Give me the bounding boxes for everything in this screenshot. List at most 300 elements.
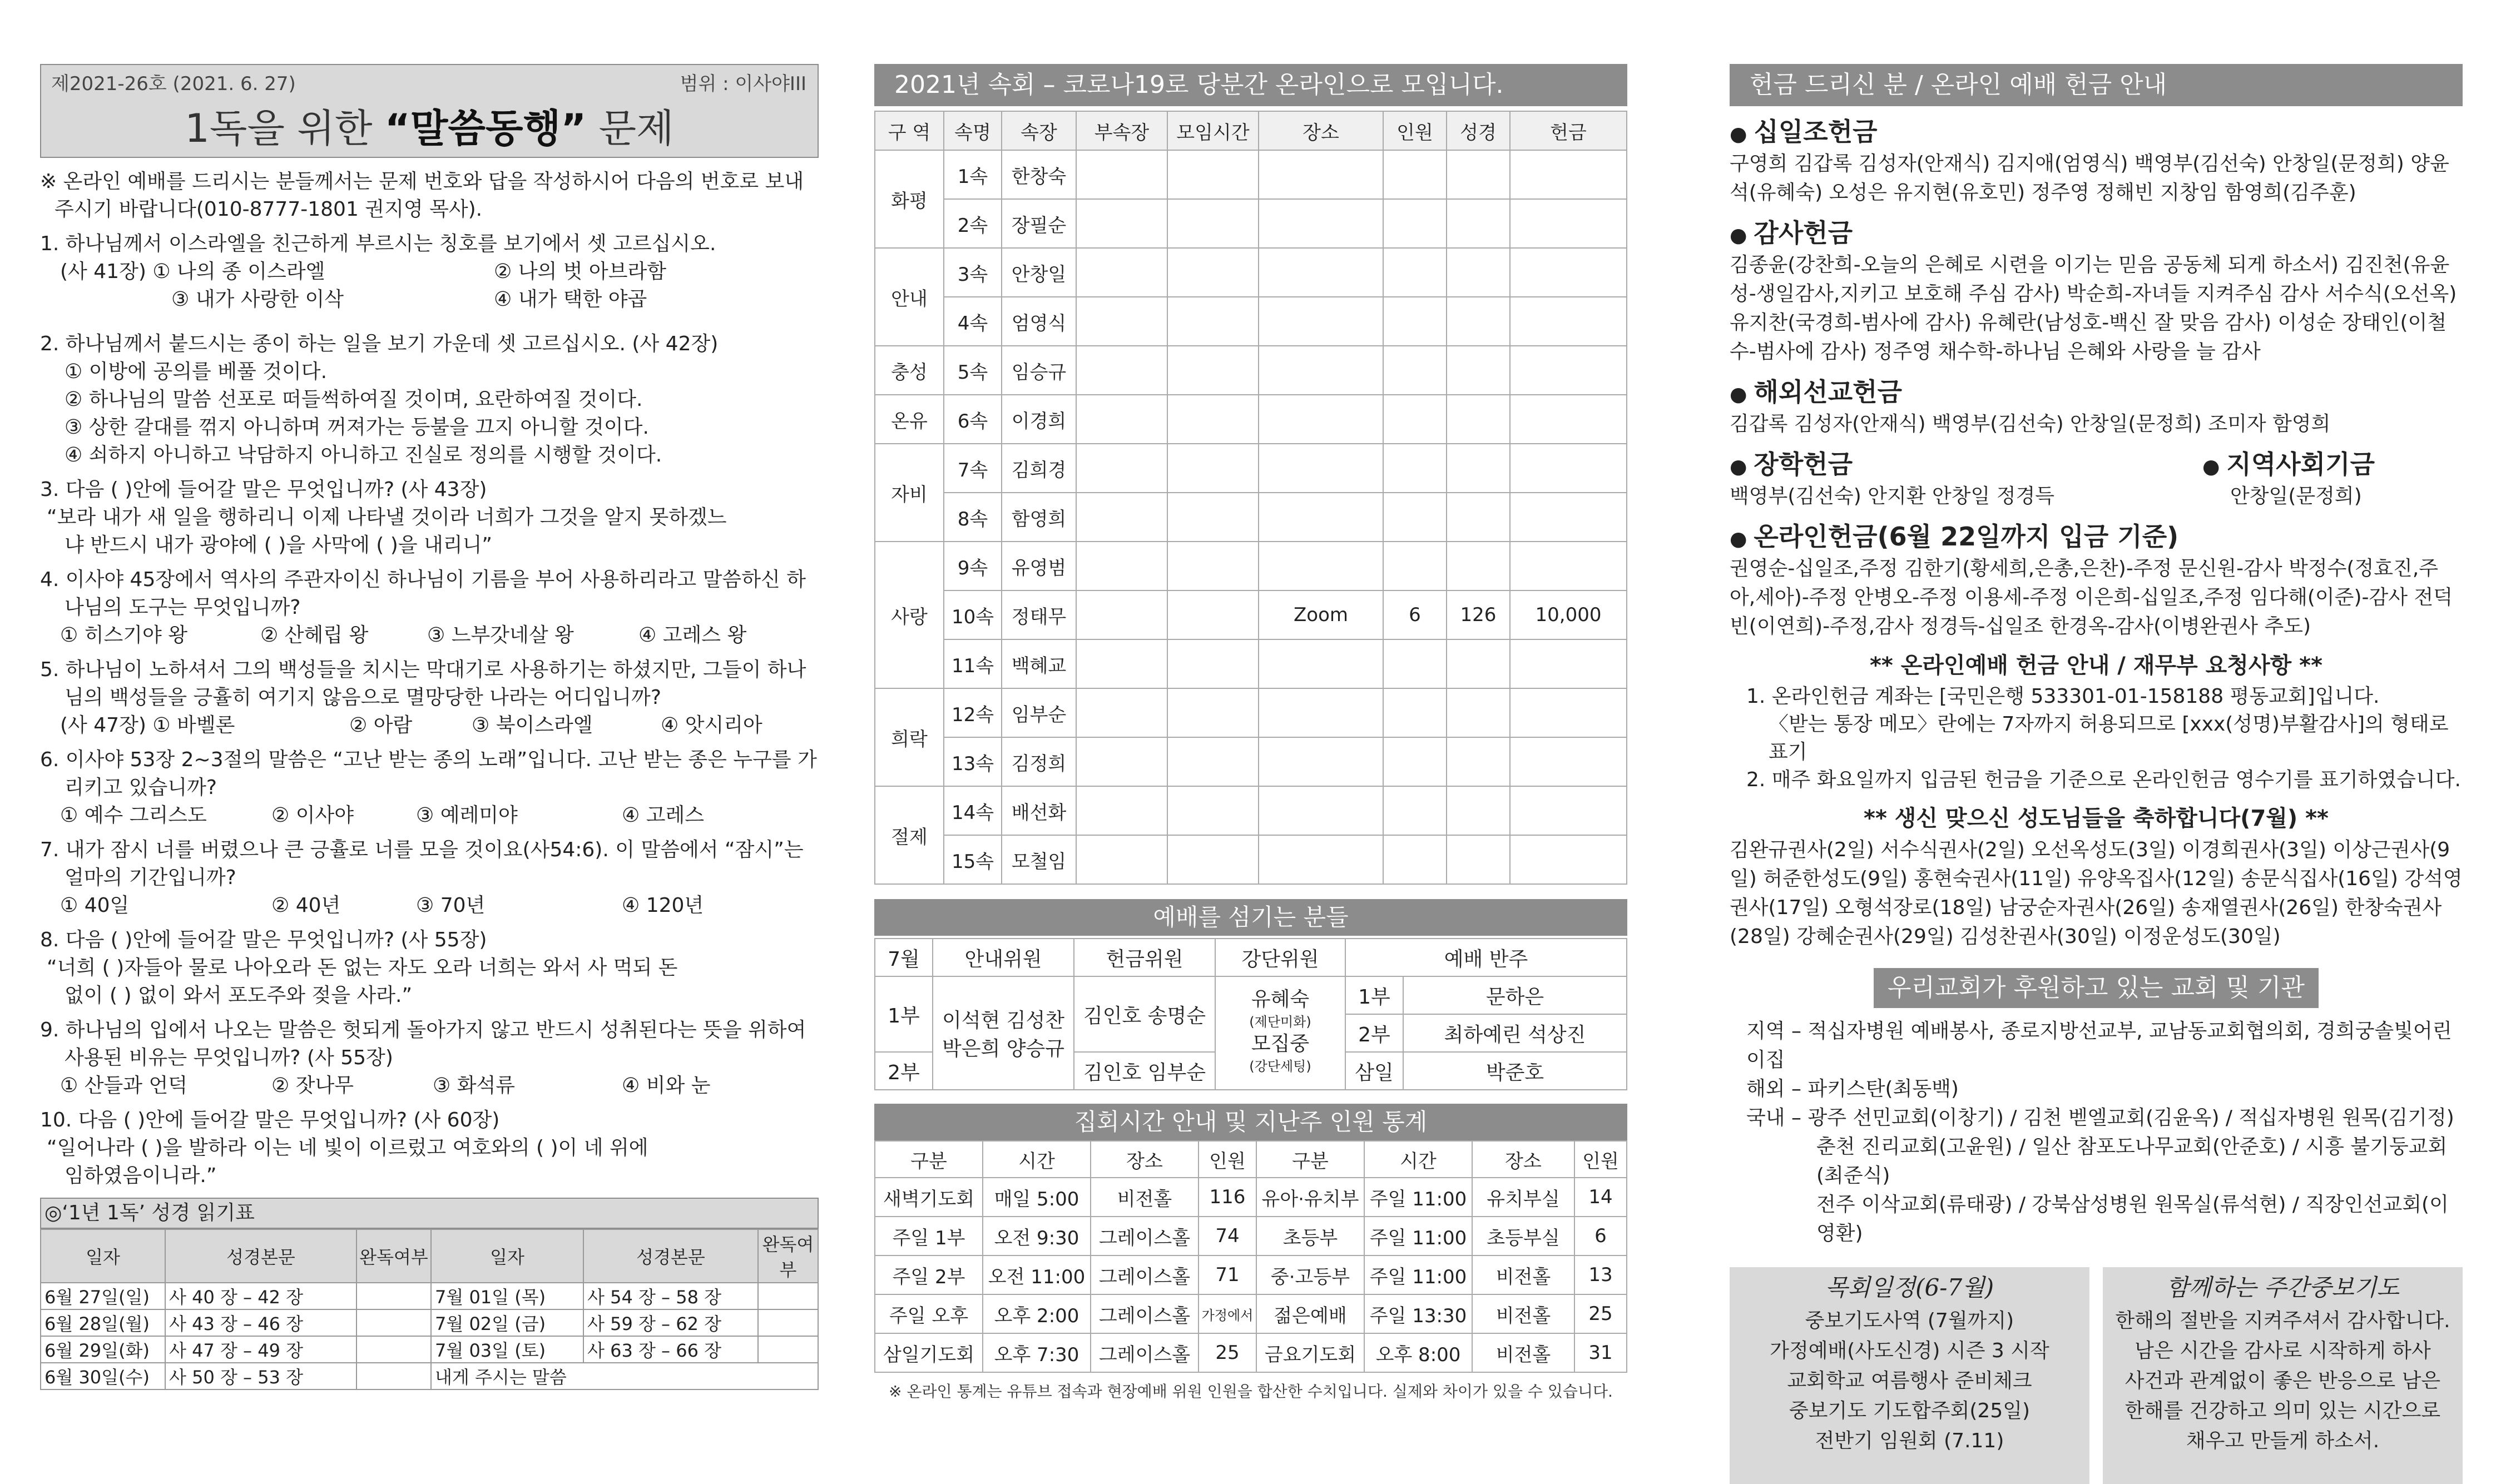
cell-value <box>1259 444 1383 493</box>
meet-cell: 25 <box>1574 1294 1627 1333</box>
mission-names: 김갑록 김성자(안재식) 백영부(김선숙) 안창일(문정희) 조미자 함영희 <box>1730 413 2331 435</box>
cell-value <box>1167 493 1259 542</box>
prayer-title: 함께하는 주간중보기도 <box>2166 1274 2400 1301</box>
prayer-line: 한해를 건강하고 의미 있는 시간으로 <box>2124 1399 2441 1422</box>
question-5: 5. 하나님이 노하셔서 그의 백성들을 치시는 막대기로 사용하기는 하셨지만, 그들이 하나님의 백성들을 긍휼히 여기지 않음으로 멸망당한 나라는 어디입니까? (사 47장) ① 바벨론 ② 아람 ③ 북이스라엘 ④ 앗시리아 <box>40 658 806 737</box>
meet-cell: 새벽기도회 <box>875 1178 983 1217</box>
cell-value <box>1076 297 1167 346</box>
cell-value <box>1076 248 1167 297</box>
cell-leader: 장필순 <box>1002 199 1076 248</box>
meet-cell: 가정에서 <box>1199 1294 1256 1333</box>
serve-header: 강단위원 <box>1215 939 1345 976</box>
cell-value <box>1076 639 1167 688</box>
cell-header: 인원 <box>1383 111 1447 150</box>
cell-value <box>1510 395 1627 444</box>
memo-info: 〈받는 통장 메모〉란에는 7자까지 허용되므로 [xxx(성명)부활감사]의 형태로 표기 <box>1769 713 2449 763</box>
meet-cell: 25 <box>1199 1333 1256 1372</box>
thanks-names: 김종윤(강찬희-오늘의 은혜로 시련을 이기는 믿음 공동체 되게 하소서) 김진천(유윤성-생일감사,지키고 보호해 주심 감사) 박순희-자녀들 지켜주심 감사 서수식(오선옥) 유지찬(국경희-범사에 감사) 유혜란(남성호-백신 잘 맞음 감사) 이성순 장태인(이철수-범사에 감사) 정주영 채수학-하나님 은혜와 사랑을 늘 감사 <box>1730 254 2457 363</box>
cell-bar: 2021년 속회 – 코로나19로 당분간 온라인으로 모입니다. <box>874 64 1627 106</box>
cell-table <box>874 111 1627 885</box>
meet-cell: 금요기도회 <box>1256 1333 1364 1372</box>
question-3: 3. 다음 ( )안에 들어갈 말은 무엇입니까? (사 43장) “보라 내가 새 일을 행하리니 이제 나타낼 것이라 너희가 그것을 알지 못하겠느 냐 반드시 내가 광야에 ( )을 사막에 ( )을 내리니” <box>40 478 727 557</box>
cell-leader: 이경희 <box>1002 395 1076 444</box>
serve-bar: 예배를 섬기는 분들 <box>874 899 1627 936</box>
read-check[interactable] <box>758 1283 818 1309</box>
scholar-local-row <box>1730 439 2463 511</box>
cell-row <box>875 150 1627 199</box>
scholar-names: 백영부(김선숙) 안지환 안창일 정경득 <box>1730 485 2055 508</box>
district-name: 안내 <box>875 248 944 346</box>
cell-value <box>1076 493 1167 542</box>
meet-header: 인원 <box>1574 1141 1627 1178</box>
serve-header: 안내위원 <box>933 939 1074 976</box>
meet-cell: 오전 11:00 <box>983 1255 1091 1294</box>
cell-value <box>1259 248 1383 297</box>
cell-value <box>1259 688 1383 737</box>
cell-value <box>1076 835 1167 884</box>
cell-value <box>1167 150 1259 199</box>
meet-cell: 주일 11:00 <box>1364 1178 1472 1217</box>
cell-row <box>875 835 1627 884</box>
cell-value <box>1510 444 1627 493</box>
cell-leader: 김정희 <box>1002 737 1076 786</box>
meet-header: 시간 <box>1364 1141 1472 1178</box>
meet-row <box>875 1255 1627 1294</box>
cell-value <box>1383 444 1447 493</box>
meet-cell: 젊은예배 <box>1256 1294 1364 1333</box>
quiz-title: 1독을 위한 “말씀동행” 문제 <box>185 106 674 151</box>
cell-value <box>1383 542 1447 590</box>
support-overseas: 해외 – 파키스탄(최동백) <box>1746 1078 1959 1100</box>
meet-cell: 비전홀 <box>1472 1255 1574 1294</box>
cell-value <box>1510 297 1627 346</box>
mission-heading: ● 해외선교헌금 <box>1730 377 1903 407</box>
prayer-line: 남은 시간을 감사로 시작하게 하사 <box>2135 1339 2431 1362</box>
district-name: 자비 <box>875 444 944 542</box>
support-domestic: 국내 – 광주 선민교회(이창기) / 김천 벧엘교회(김윤옥) / 적십자병원 원목(김기정) <box>1746 1106 2454 1129</box>
cell-value <box>1383 639 1447 688</box>
cell-value <box>1447 199 1510 248</box>
cell-number: 8속 <box>944 493 1002 542</box>
cell-number: 7속 <box>944 444 1002 493</box>
cell-value <box>1259 297 1383 346</box>
cell-row <box>875 688 1627 737</box>
meet-table <box>874 1140 1627 1373</box>
meet-cell: 비전홀 <box>1472 1294 1574 1333</box>
cell-value <box>1447 150 1510 199</box>
cell-leader: 정태무 <box>1002 590 1076 639</box>
stats-note: ※ 온라인 통계는 유튜브 접속과 현장예배 위원 인원을 합산한 수치입니다. 실제와 차이가 있을 수 있습니다. <box>889 1382 1613 1401</box>
reading-header: 일자 <box>41 1229 165 1283</box>
meet-cell: 주일 11:00 <box>1364 1217 1472 1255</box>
cell-value <box>1383 248 1447 297</box>
cell-value <box>1259 786 1383 835</box>
district-name: 충성 <box>875 346 944 395</box>
reading-header: 완독여부 <box>758 1229 818 1283</box>
cell-row <box>875 297 1627 346</box>
cell-value <box>1510 493 1627 542</box>
cell-value <box>1510 542 1627 590</box>
cell-value <box>1447 346 1510 395</box>
question-9: 9. 하나님의 입에서 나오는 말씀은 헛되게 돌아가지 않고 반드시 성취된다는 뜻을 위하여 사용된 비유는 무엇입니까? (사 55장) ① 산들과 언덕 ② 잣나무 ③ 화석류 ④ 비와 눈 <box>40 1019 806 1097</box>
reading-row: 6월 28일(월) 사 43 장 – 46 장 7월 02일 (금) 사 59 장 – 62 장 <box>41 1309 818 1336</box>
bullet-icon: ● <box>2202 455 2220 478</box>
prayer-line: 한해의 절반을 지켜주셔서 감사합니다. <box>2115 1309 2450 1332</box>
meet-cell: 오전 9:30 <box>983 1217 1091 1255</box>
cell-number: 13속 <box>944 737 1002 786</box>
quiz-range: 범위 : 이사야III <box>680 73 806 95</box>
meet-cell: 74 <box>1199 1217 1256 1255</box>
cell-value <box>1510 639 1627 688</box>
cell-value <box>1447 688 1510 737</box>
question-6: 6. 이사야 53장 2~3절의 말씀은 “고난 받는 종의 노래”입니다. 고난 받는 종은 누구를 가리키고 있습니까? ① 예수 그리스도 ② 이사야 ③ 예레미야 ④ 고레스 <box>40 748 817 827</box>
cell-value <box>1447 786 1510 835</box>
question-10: 10. 다음 ( )안에 들어갈 말은 무엇입니까? (사 60장) “일어나라 ( )을 발하라 이는 네 빛이 이르렀고 여호와의 ( )이 네 위에 임하였음이니라.” <box>40 1109 648 1187</box>
meet-cell: 초등부 <box>1256 1217 1364 1255</box>
cell-value <box>1076 786 1167 835</box>
cell-value <box>1167 395 1259 444</box>
cell-value <box>1259 150 1383 199</box>
schedule-item: 가정예배(사도신경) 시즌 3 시작 <box>1770 1339 2049 1362</box>
cell-value <box>1383 346 1447 395</box>
schedule-item: 중보기도 기도합주회(25일) <box>1789 1399 2031 1422</box>
cell-value <box>1167 297 1259 346</box>
offering-bar: 헌금 드리신 분 / 온라인 예배 헌금 안내 <box>1730 64 2463 106</box>
cell-value <box>1259 737 1383 786</box>
cell-leader: 함영희 <box>1002 493 1076 542</box>
meet-header: 장소 <box>1472 1141 1574 1178</box>
meet-cell: 주일 11:00 <box>1364 1255 1472 1294</box>
support-local: 지역 – 적십자병원 예배봉사, 종로지방선교부, 교남동교회협의회, 경희궁솔빛어린이집 <box>1746 1020 2452 1071</box>
cell-number: 15속 <box>944 835 1002 884</box>
cell-value <box>1076 542 1167 590</box>
cell-value <box>1167 542 1259 590</box>
cell-value <box>1259 835 1383 884</box>
meet-cell: 13 <box>1574 1255 1627 1294</box>
cell-row <box>875 737 1627 786</box>
cell-value <box>1167 786 1259 835</box>
cell-value <box>1510 346 1627 395</box>
question-8: 8. 다음 ( )안에 들어갈 말은 무엇입니까? (사 55장) “너희 ( )자들아 물로 나아오라 돈 없는 자도 오라 너희는 와서 사 먹되 돈 없이 ( ) 없이 와서 포도주와 젖을 사라.” <box>40 929 678 1007</box>
cell-number: 12속 <box>944 688 1002 737</box>
schedule-item: 교회학교 여름행사 준비체크 <box>1787 1369 2032 1392</box>
cell-value <box>1447 297 1510 346</box>
cell-header: 부속장 <box>1076 111 1167 150</box>
cell-number: 9속 <box>944 542 1002 590</box>
cell-value <box>1259 199 1383 248</box>
meet-cell: 그레이스홀 <box>1091 1294 1199 1333</box>
cell-header: 구 역 <box>875 111 944 150</box>
cell-value <box>1510 150 1627 199</box>
schedule-item: 전반기 임원회 (7.11) <box>1815 1430 2004 1452</box>
local-names: 안창일(문정희) <box>2230 485 2362 508</box>
cell-leader: 안창일 <box>1002 248 1076 297</box>
meet-cell: 주일 오후 <box>875 1294 983 1333</box>
cell-header: 속명 <box>944 111 1002 150</box>
reading-row: 6월 29일(화) 사 47 장 – 49 장 7월 03일 (토) 사 63 장 – 66 장 <box>41 1336 818 1363</box>
schedule-item: 중보기도사역 (7월까지) <box>1805 1309 2014 1332</box>
cell-header: 장소 <box>1259 111 1383 150</box>
cell-value <box>1076 395 1167 444</box>
cell-value <box>1167 639 1259 688</box>
cell-value <box>1510 737 1627 786</box>
cell-header: 속장 <box>1002 111 1076 150</box>
cell-value <box>1259 346 1383 395</box>
bullet-icon: ● <box>1730 123 1747 146</box>
cell-number: 11속 <box>944 639 1002 688</box>
cell-value: 10,000 <box>1510 590 1627 639</box>
meet-cell: 오후 2:00 <box>983 1294 1091 1333</box>
prayer-box <box>2103 1267 2463 1484</box>
cell-row <box>875 639 1627 688</box>
cell-row <box>875 493 1627 542</box>
cell-value <box>1510 786 1627 835</box>
cell-value <box>1383 737 1447 786</box>
tithe-heading: ● 십일조헌금 <box>1730 117 1878 147</box>
read-check[interactable] <box>356 1283 431 1309</box>
serve-header: 헌금위원 <box>1074 939 1215 976</box>
cell-leader: 모철임 <box>1002 835 1076 884</box>
cell-leader: 엄영식 <box>1002 297 1076 346</box>
meet-row <box>875 1294 1627 1333</box>
meet-cell: 116 <box>1199 1178 1256 1217</box>
quiz-title-box <box>40 64 819 158</box>
cell-value <box>1447 444 1510 493</box>
cell-value <box>1167 590 1259 639</box>
prayer-line: 사건과 관계없이 좋은 반응으로 남은 <box>2124 1369 2441 1392</box>
cell-value <box>1447 639 1510 688</box>
cell-value <box>1447 395 1510 444</box>
meet-bar: 집회시간 안내 및 지난주 인원 통계 <box>874 1104 1627 1140</box>
birthday-names: 김완규권사(2일) 서수식권사(2일) 오선옥성도(3일) 이경희권사(3일) 이상근권사(9일) 허준한성도(9일) 홍현숙권사(11일) 유양옥집사(12일) 송문식집사(16일) 강석영권사(17일) 오형석장로(18일) 남궁순자권사(26일) 송재열권사(26일) 한창숙권사(28일) 강혜순권사(29일) 김성찬권사(30일) 이정운성도(30일) <box>1730 838 2463 948</box>
cell-value <box>1259 542 1383 590</box>
serve-header: 예배 반주 <box>1345 939 1627 976</box>
meet-row <box>875 1178 1627 1217</box>
question-4: 4. 이사야 45장에서 역사의 주관자이신 하나님이 기름을 부어 사용하리라고 말씀하신 하나님의 도구는 무엇입니까? ① 히스기야 왕 ② 산헤립 왕 ③ 느부갓네살 왕 ④ 고레스 왕 <box>40 568 806 647</box>
cell-row <box>875 395 1627 444</box>
meet-header: 구분 <box>875 1141 983 1178</box>
question-7: 7. 내가 잠시 너를 버렸으나 큰 긍휼로 너를 모을 것이요(사54:6). 이 말씀에서 “잠시”는 얼마의 기간입니까? ① 40일 ② 40년 ③ 70년 ④ 120년 <box>40 838 804 917</box>
district-name: 희락 <box>875 688 944 786</box>
meet-cell: 유아·유치부 <box>1256 1178 1364 1217</box>
cell-value <box>1383 395 1447 444</box>
cell-value <box>1510 835 1627 884</box>
reading-table <box>40 1229 819 1390</box>
meet-cell: 31 <box>1574 1333 1627 1372</box>
cell-column <box>874 64 1627 1402</box>
district-name: 사랑 <box>875 542 944 688</box>
cell-leader: 유영범 <box>1002 542 1076 590</box>
cell-row <box>875 590 1627 639</box>
cell-value <box>1510 199 1627 248</box>
reading-row: 6월 27일(일) 사 40 장 – 42 장 7월 01일 (목) 사 54 장 – 58 장 <box>41 1283 818 1309</box>
cell-value <box>1167 444 1259 493</box>
cell-leader: 배선화 <box>1002 786 1076 835</box>
meet-cell: 71 <box>1199 1255 1256 1294</box>
cell-number: 1속 <box>944 150 1002 199</box>
cell-value <box>1076 444 1167 493</box>
cell-value <box>1383 199 1447 248</box>
cell-value <box>1076 150 1167 199</box>
cell-row <box>875 542 1627 590</box>
cell-row <box>875 444 1627 493</box>
support-domestic: 전주 이삭교회(류태광) / 강북삼성병원 원목실(류석현) / 직장인선교회(이영환) <box>1816 1193 2449 1245</box>
meet-header: 장소 <box>1091 1141 1199 1178</box>
bottom-boxes <box>1730 1267 2463 1484</box>
bullet-icon: ● <box>1730 224 1747 247</box>
quiz-column <box>40 64 819 1390</box>
district-name: 온유 <box>875 395 944 444</box>
support-bar: 우리교회가 후원하고 있는 교회 및 기관 <box>1874 968 2319 1008</box>
meet-cell: 유치부실 <box>1472 1178 1574 1217</box>
reading-row: 6월 30일(수) 사 50 장 – 53 장 내게 주시는 말씀 <box>41 1363 818 1389</box>
meet-cell: 중·고등부 <box>1256 1255 1364 1294</box>
cell-number: 14속 <box>944 786 1002 835</box>
cell-number: 3속 <box>944 248 1002 297</box>
reading-header: 완독여부 <box>356 1229 431 1283</box>
meet-cell: 오후 7:30 <box>983 1333 1091 1372</box>
meet-cell: 비전홀 <box>1472 1333 1574 1372</box>
cell-value <box>1510 248 1627 297</box>
cell-value <box>1447 542 1510 590</box>
cell-leader: 한창숙 <box>1002 150 1076 199</box>
cell-value <box>1076 688 1167 737</box>
cell-value: 6 <box>1383 590 1447 639</box>
cell-row <box>875 786 1627 835</box>
cell-leader: 김희경 <box>1002 444 1076 493</box>
cell-value <box>1167 346 1259 395</box>
cell-leader: 임부순 <box>1002 688 1076 737</box>
cell-number: 10속 <box>944 590 1002 639</box>
cell-row <box>875 248 1627 297</box>
meet-cell: 주일 1부 <box>875 1217 983 1255</box>
meet-header: 구분 <box>1256 1141 1364 1178</box>
cell-value <box>1076 199 1167 248</box>
cell-number: 5속 <box>944 346 1002 395</box>
bullet-icon: ● <box>1730 383 1747 406</box>
meet-header: 시간 <box>983 1141 1091 1178</box>
schedule-title: 목회일정(6-7월) <box>1825 1274 1994 1301</box>
cell-leader: 임승규 <box>1002 346 1076 395</box>
cell-value <box>1076 590 1167 639</box>
cell-value <box>1383 786 1447 835</box>
cell-value <box>1076 346 1167 395</box>
cell-value <box>1447 493 1510 542</box>
cell-number: 2속 <box>944 199 1002 248</box>
meet-cell: 6 <box>1574 1217 1627 1255</box>
cell-value <box>1259 493 1383 542</box>
cell-number: 6속 <box>944 395 1002 444</box>
read-check[interactable] <box>356 1309 431 1336</box>
prayer-line: 채우고 만들게 하소서. <box>2186 1430 2380 1452</box>
support-domestic: 춘천 진리교회(고윤원) / 일산 참포도나무교회(안준호) / 시흥 불기둥교회(최준식) <box>1816 1135 2448 1187</box>
cell-value <box>1167 737 1259 786</box>
read-check[interactable] <box>758 1336 818 1363</box>
guide-heading: ** 온라인예배 헌금 안내 / 재무부 요청사항 ** <box>1869 653 2322 678</box>
read-check[interactable] <box>356 1363 431 1389</box>
cell-value <box>1447 737 1510 786</box>
bullet-icon: ● <box>1730 528 1747 550</box>
meet-cell: 삼일기도회 <box>875 1333 983 1372</box>
cell-header: 헌금 <box>1510 111 1627 150</box>
district-name: 화평 <box>875 150 944 248</box>
serve-table: 7월 안내위원 헌금위원 강단위원 예배 반주 1부 이석현 김성찬 박은희 양승규 김인호 송명순 유혜숙 (제단미화) 모집중 (강단세팅) 1부 문하은 2부 최하예린 석상진 2부 김인호 임부순 삼일 박준호 <box>874 938 1627 1090</box>
cell-value <box>1259 639 1383 688</box>
cell-row <box>875 199 1627 248</box>
cell-value <box>1167 248 1259 297</box>
meet-cell: 14 <box>1574 1178 1627 1217</box>
cell-value <box>1167 199 1259 248</box>
receipt-info: 2. 매주 화요일까지 입금된 헌금을 기준으로 온라인헌금 영수기를 표기하였습니다. <box>1746 768 2461 791</box>
serve-month: 7월 <box>875 939 933 976</box>
issue-number: 제2021-26호 (2021. 6. 27) <box>51 73 296 95</box>
cell-number: 4속 <box>944 297 1002 346</box>
meet-row <box>875 1217 1627 1255</box>
cell-value <box>1383 493 1447 542</box>
read-check[interactable] <box>758 1309 818 1336</box>
meet-cell: 주일 2부 <box>875 1255 983 1294</box>
cell-value: Zoom <box>1259 590 1383 639</box>
local-heading: ● 지역사회기금 <box>2202 449 2375 479</box>
meet-header: 인원 <box>1199 1141 1256 1178</box>
meet-cell: 주일 13:30 <box>1364 1294 1472 1333</box>
cell-value <box>1383 297 1447 346</box>
cell-value <box>1383 688 1447 737</box>
meet-cell: 오후 8:00 <box>1364 1333 1472 1372</box>
meet-cell: 매일 5:00 <box>983 1178 1091 1217</box>
bullet-icon: ● <box>1730 455 1747 478</box>
cell-value <box>1510 688 1627 737</box>
cell-leader: 백혜교 <box>1002 639 1076 688</box>
meet-cell: 그레이스홀 <box>1091 1333 1199 1372</box>
meet-cell: 비전홀 <box>1091 1178 1199 1217</box>
cell-header: 성경 <box>1447 111 1510 150</box>
birthday-heading: ** 생신 맞으신 성도님들을 축하합니다(7월) ** <box>1864 806 2329 831</box>
offering-column <box>1730 64 2463 1484</box>
question-1: 1. 하나님께서 이스라엘을 친근하게 부르시는 칭호를 보기에서 셋 고르십시오. (사 41장) ① 나의 종 이스라엘 ② 나의 벗 아브라함 ③ 내가 사랑한 이삭 ④ 내가 택한 야곱 <box>40 232 716 311</box>
question-2: 2. 하나님께서 붙드시는 종이 하는 일을 보기 가운데 셋 고르십시오. (사 42장) ① 이방에 공의를 베풀 것이다. ② 하나님의 말씀 선포로 떠들썩하여질 것이며, 요란하여질 것이다. ③ 상한 갈대를 꺾지 아니하며 꺼져가는 등불을 끄지 아니할 것이다. ④ 쇠하지 아니하고 낙담하지 아니하고 진실로 정의를 시행할 것이다. <box>40 332 719 466</box>
reading-header: 일자 <box>431 1229 583 1283</box>
cell-value <box>1383 150 1447 199</box>
cell-value <box>1259 395 1383 444</box>
reading-label: ◎‘1년 1독’ 성경 읽기표 <box>40 1198 819 1229</box>
cell-value <box>1076 737 1167 786</box>
cell-value <box>1167 688 1259 737</box>
meet-cell: 그레이스홀 <box>1091 1255 1199 1294</box>
online-names: 권영순-십일조,주정 김한기(황세희,은총,은찬)-주정 문신원-감사 박정수(정효진,주아,세아)-주정 안병오-주정 이용세-주정 이은희-십일조,주정 임다해(이준)-감사 전덕빈(이연희)-주정,감사 정경득-십일조 한경옥-감사(이병완권사 추도) <box>1730 557 2453 638</box>
cell-value <box>1383 835 1447 884</box>
cell-row <box>875 346 1627 395</box>
district-name: 절제 <box>875 786 944 884</box>
reading-header: 성경본문 <box>165 1229 356 1283</box>
online-heading: ● 온라인헌금(6월 22일까지 입금 기준) <box>1730 522 2179 552</box>
cell-value <box>1447 835 1510 884</box>
cell-header: 모임시간 <box>1167 111 1259 150</box>
reading-header: 성경본문 <box>583 1229 758 1283</box>
cell-value <box>1447 248 1510 297</box>
read-check[interactable] <box>356 1336 431 1363</box>
account-info: 1. 온라인헌금 계좌는 [국민은행 533301-01-158188 평동교회]입니다. <box>1746 685 2380 708</box>
meet-cell: 그레이스홀 <box>1091 1217 1199 1255</box>
schedule-box <box>1730 1267 2089 1484</box>
thanks-heading: ● 감사헌금 <box>1730 218 1853 248</box>
cell-value <box>1167 835 1259 884</box>
meet-cell: 초등부실 <box>1472 1217 1574 1255</box>
meet-row <box>875 1333 1627 1372</box>
tithe-names: 구영희 김갑록 김성자(안재식) 김지애(엄영식) 백영부(김선숙) 안창일(문정희) 양윤석(유혜숙) 오성은 유지현(유호민) 정주영 정해빈 지창임 함영희(김주훈) <box>1730 152 2449 204</box>
quiz-intro: ※ 온라인 예배를 드리시는 분들께서는 문제 번호와 답을 작성하시어 다음의 번호로 보내주시기 바랍니다(010-8777-1801 권지영 목사). <box>40 170 804 221</box>
scholar-heading: ● 장학헌금 <box>1730 449 1853 479</box>
